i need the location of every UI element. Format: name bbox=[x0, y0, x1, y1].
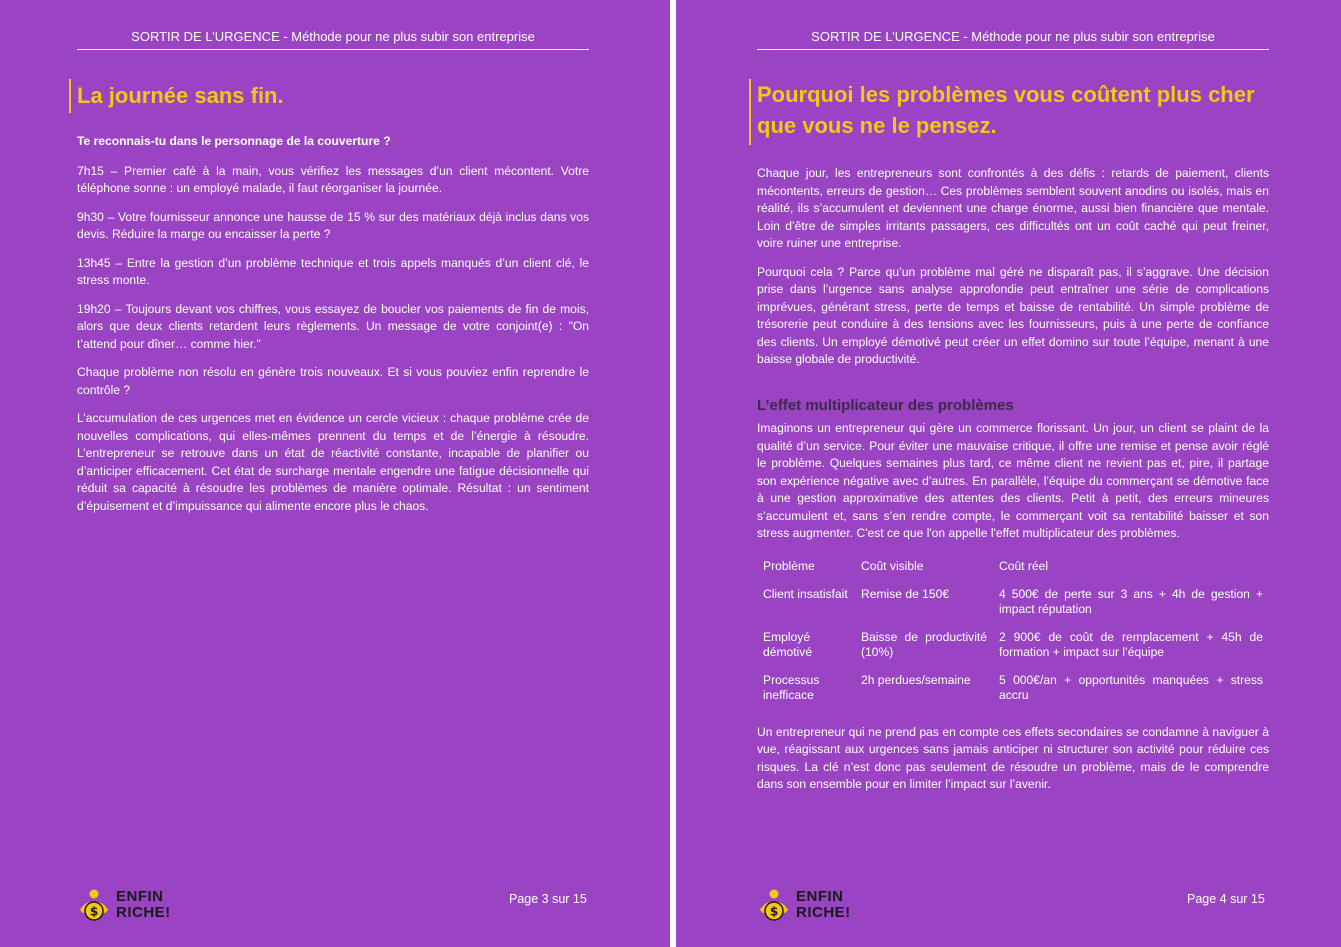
table-cell: 4 500€ de perte sur 3 ans + 4h de gestion + impact réputation bbox=[999, 586, 1263, 616]
paragraph: 19h20 – Toujours devant vos chiffres, vous essayez de boucler vos paiements de fin de mois, alors que deux clients retardent leurs règlements. Un message de votre conjoint(e) : "On t’attend pour dîner… comme hier." bbox=[77, 301, 589, 351]
page-number: Page 4 sur 15 bbox=[1187, 892, 1265, 906]
table-row bbox=[757, 581, 1269, 624]
title-block bbox=[69, 79, 581, 113]
paragraph: 7h15 – Premier café à la main, vous vérifiez les messages d’un client mécontent. Votre téléphone sonne : un employé malade, il faut réorganiser la journée. bbox=[77, 163, 589, 195]
section-subheading: L’effet multiplicateur des problèmes bbox=[757, 396, 1014, 414]
svg-text:$: $ bbox=[89, 904, 99, 919]
table-cell: 2h perdues/semaine bbox=[861, 672, 971, 687]
table-row bbox=[757, 667, 1269, 710]
paragraph: Chaque problème non résolu en génère trois nouveaux. Et si vous pouviez enfin reprendre le contrôle ? bbox=[77, 365, 589, 397]
table-header-row bbox=[757, 553, 1269, 581]
brand-logo bbox=[757, 888, 851, 922]
lead-question: Te reconnais-tu dans le personnage de la couverture ? bbox=[77, 134, 391, 148]
table-cell: Client insatisfait bbox=[763, 586, 848, 601]
table-cell: Employé démotivé bbox=[763, 629, 813, 659]
paragraph: L’accumulation de ces urgences met en évidence un cercle vicieux : chaque problème crée de nouvelles complications, qui elles-mêmes prennent du temps et de l’énergie à résoudre. L’entrepreneur se retrouve dans un état de réactivité constante, incapable de planifier ou d’anticiper efficacement. Cet état de surcharge mentale engendre une fatigue décisionnelle qui réduit sa capacité à résoudre les problèmes de manière optimale. Résultat : un sentiment d’épuisement et d’impuissance qui alimente encore plus le chaos. bbox=[77, 411, 589, 513]
page-3 bbox=[0, 0, 670, 947]
page-4 bbox=[676, 0, 1341, 947]
running-header: SORTIR DE L’URGENCE - Méthode pour ne plus subir son entreprise bbox=[77, 29, 589, 50]
table-cell: Baisse de productivité (10%) bbox=[861, 629, 987, 659]
column-header: Coût réel bbox=[999, 558, 1049, 573]
table-cell: 2 900€ de coût de remplacement + 45h de formation + impact sur l’équipe bbox=[999, 629, 1263, 659]
page-body bbox=[757, 165, 1269, 805]
svg-text:$: $ bbox=[769, 904, 779, 919]
logo-wordmark: ENFIN RICHE! bbox=[796, 888, 851, 921]
page-title: La journée sans fin. bbox=[77, 83, 284, 108]
logo-wordmark: ENFIN RICHE! bbox=[116, 888, 171, 921]
running-header: SORTIR DE L’URGENCE - Méthode pour ne plus subir son entreprise bbox=[757, 29, 1269, 50]
paragraph: Imaginons un entrepreneur qui gère un commerce florissant. Un jour, un client se plaint de la qualité d’un service. Pour éviter une mauvaise critique, il offre une remise et pense avoir réglé le problème. Quelques semaines plus tard, ce même client ne revient pas et, pire, il partage son expérience négative avec d’autres. En parallèle, l’équipe du commerçant se démotive face à une gestion approximative des attentes des clients. Petit à petit, des erreurs mineures s’accumulent et, sans s’en rendre compte, le commerçant voit sa rentabilité baisser et son stress augmenter. C'est ce que l'on appelle l'effet multiplicateur des problèmes. bbox=[757, 421, 1269, 540]
page-title: Pourquoi les problèmes vous coûtent plus cher que vous ne le pensez. bbox=[757, 82, 1255, 138]
paragraph: Chaque jour, les entrepreneurs sont confrontés à des défis : retards de paiement, clients mécontents, erreurs de gestion… Ces problèmes semblent souvent anodins ou isolés, mais en réalité, ils s’accumulent et deviennent une charge énorme, aussi bien financière que mentale. Loin d’être de simples irritants passagers, ces difficultés ont un coût caché qui peut freiner, voire ruiner une entreprise. bbox=[757, 166, 1269, 250]
table-cell: Remise de 150€ bbox=[861, 586, 950, 601]
paragraph: 13h45 – Entre la gestion d’un problème technique et trois appels manqués d’un client clé, le stress monte. bbox=[77, 255, 589, 287]
table-cell: Processus inefficace bbox=[763, 672, 820, 702]
page-body bbox=[77, 133, 589, 526]
title-block bbox=[749, 79, 1261, 145]
money-bag-figure-icon bbox=[77, 888, 111, 922]
brand-logo bbox=[77, 888, 171, 922]
column-header: Problème bbox=[763, 558, 815, 573]
table-cell: 5 000€/an + opportunités manquées + stress accru bbox=[999, 672, 1263, 702]
table-row bbox=[757, 624, 1269, 667]
cost-table bbox=[757, 553, 1269, 710]
paragraph: Pourquoi cela ? Parce qu’un problème mal géré ne disparaît pas, il s’aggrave. Une décision prise dans l’urgence sans analyse approfondie peut entraîner une série de complications imprévues, générant stress, perte de temps et baisse de rentabilité. Un simple problème de trésorerie peut conduire à des tensions avec les fournisseurs, puis à une perte de confiance des clients. Un employé démotivé peut créer un effet domino sur toute l’équipe, menant à une baisse globale de productivité. bbox=[757, 264, 1269, 366]
money-bag-figure-icon bbox=[757, 888, 791, 922]
page-number: Page 3 sur 15 bbox=[509, 892, 587, 906]
paragraph: Un entrepreneur qui ne prend pas en compte ces effets secondaires se condamne à naviguer à vue, réagissant aux urgences sans jamais anticiper ni structurer son activité pour réduire ces risques. La clé n’est donc pas seulement de résoudre un problème, mais de le comprendre dans son ensemble pour en limiter l’impact sur l’avenir. bbox=[757, 724, 1269, 791]
column-header: Coût visible bbox=[861, 558, 924, 573]
paragraph: 9h30 – Votre fournisseur annonce une hausse de 15 % sur des matériaux déjà inclus dans vos devis. Réduire la marge ou encaisser la perte ? bbox=[77, 209, 589, 241]
